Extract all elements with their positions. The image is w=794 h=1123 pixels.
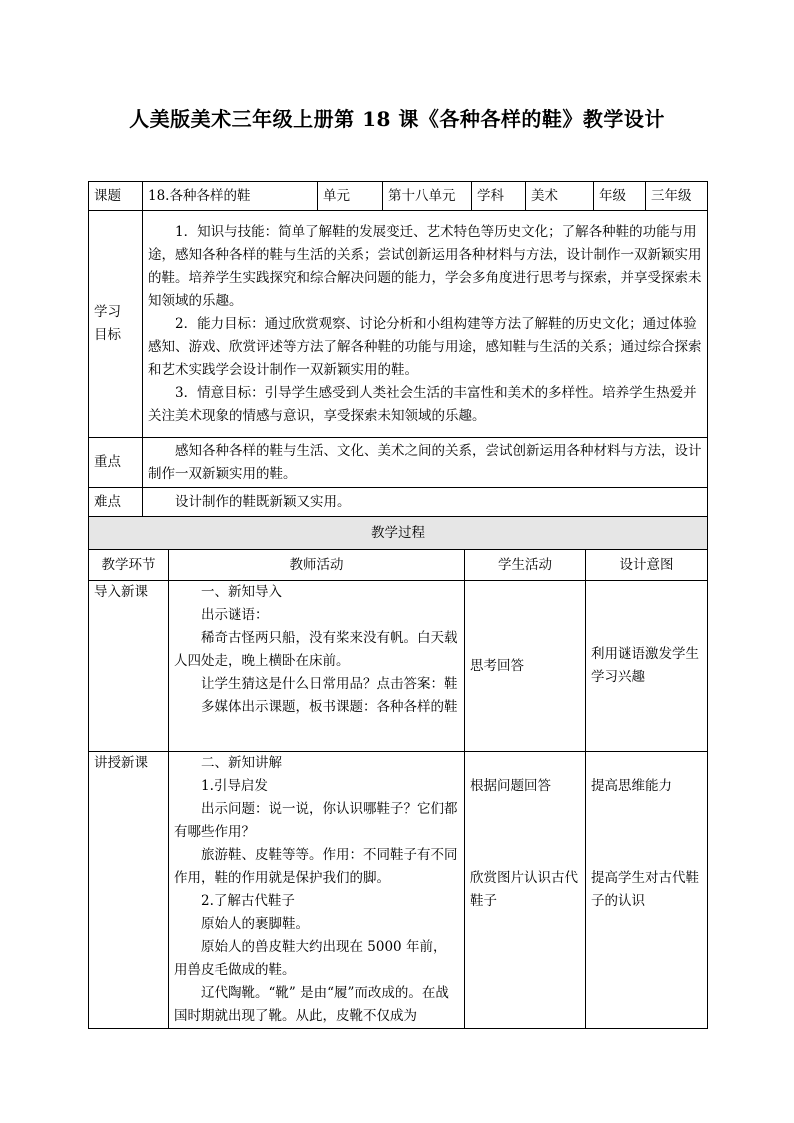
col-teacher: 教师活动 (169, 550, 465, 581)
text-line: 旅游鞋、皮鞋等等。作用：不同鞋子有不同作用，鞋的作用就是保护我们的脚。 (174, 847, 458, 886)
design-intent-2: 提高学生对古代鞋子的认识 (591, 870, 699, 909)
goals-label-line-2: 目标 (94, 327, 121, 343)
text-line: 一、新知导入 (201, 584, 282, 600)
design-intent-intro: 利用谜语激发学生学习兴趣 (586, 581, 708, 752)
key-label: 重点 (89, 438, 143, 488)
teacher-activity-intro (169, 581, 465, 752)
text-line: 二、新知讲解 (201, 755, 282, 771)
grade-label: 年级 (594, 182, 646, 211)
unit-label: 单元 (318, 182, 383, 211)
page-title: 人美版美术三年级上册第 18 课《各种各样的鞋》教学设计 (129, 107, 665, 131)
subject-value: 美术 (526, 182, 594, 211)
text-line: 出示谜语： (201, 607, 269, 623)
teaching-process-table (88, 516, 708, 1029)
design-intent-lecture (586, 752, 708, 1029)
difficult-text: 设计制作的鞋既新颖又实用。 (175, 493, 351, 510)
text-line: 让学生猜这是什么日常用品？点击答案：鞋 (201, 676, 458, 692)
text-line: 2.了解古代鞋子 (201, 893, 295, 909)
column-header-row (89, 550, 708, 581)
goals-row (89, 211, 708, 438)
goals-label (89, 211, 143, 438)
lesson-info-table (88, 181, 708, 517)
lecture-row (89, 752, 708, 1029)
process-header-row (89, 517, 708, 550)
student-activity-lecture (465, 752, 586, 1029)
text-line: 辽代陶靴。“靴” 是由“履”而改成的。在战国时期就出现了靴。从此，皮靴不仅成为 (174, 985, 449, 1024)
text-line: 出示问题：说一说，你认识哪鞋子？它们都有哪些作用？ (174, 801, 458, 840)
stage-intro: 导入新课 (89, 581, 169, 752)
goals-label-line-1: 学习 (94, 304, 121, 320)
student-activity-1: 根据问题回答 (470, 778, 551, 794)
difficult-label: 难点 (89, 488, 143, 517)
key-row (89, 438, 708, 488)
col-student: 学生活动 (465, 550, 586, 581)
goal-emotion: 3．情意目标：引导学生感受到人类社会生活的丰富性和美术的多样性。培养学生热爱并关注美术现象的情感与意识，享受探索未知领域的乐趣。 (148, 384, 697, 424)
design-intent-1: 提高思维能力 (591, 778, 672, 794)
grade-value: 三年级 (646, 182, 708, 211)
text-line: 多媒体出示课题，板书课题：各种各样的鞋 (201, 699, 458, 715)
teacher-activity-lecture (169, 752, 465, 1029)
text-line: 1.引导启发 (201, 778, 268, 794)
text-line: 原始人的裹脚鞋。 (201, 916, 309, 932)
text-line: 稀奇古怪两只船，没有桨来没有帆。白天载人四处走，晚上横卧在床前。 (174, 630, 458, 669)
col-stage: 教学环节 (89, 550, 169, 581)
student-activity-intro: 思考回答 (465, 581, 586, 752)
goal-knowledge: 1．知识与技能：简单了解鞋的发展变迁、艺术特色等历史文化；了解各种鞋的功能与用途，感知各种各样的鞋与生活的关系；尝试创新运用各种材料与方法，设计制作一双新颖实用的鞋。培养学生实践探究和综合解决问题的能力，学会多角度进行思考与探索，并享受探索未知领域的乐趣。 (148, 223, 702, 309)
col-intent: 设计意图 (586, 550, 708, 581)
intro-row (89, 581, 708, 752)
course-row (89, 182, 708, 211)
stage-lecture: 讲授新课 (89, 752, 169, 1029)
course-label: 课题 (89, 182, 143, 211)
unit-value: 第十八单元 (383, 182, 472, 211)
process-header: 教学过程 (89, 517, 708, 550)
goal-ability: 2．能力目标：通过欣赏观察、讨论分析和小组构建等方法了解鞋的历史文化；通过体验感知、游戏、欣赏评述等方法了解各种鞋的功能与用途，感知鞋与生活的关系；通过综合探索和艺术实践学会设计制作一双新颖实用的鞋。 (148, 315, 702, 378)
difficult-row (89, 488, 708, 517)
goals-text (143, 211, 708, 438)
key-text: 感知各种各样的鞋与生活、文化、美术之间的关系，尝试创新运用各种材料与方法，设计制作一双新颖实用的鞋。 (148, 442, 702, 482)
student-activity-2: 欣赏图片认识古代鞋子 (470, 870, 578, 909)
subject-label: 学科 (472, 182, 526, 211)
course-value: 18.各种各样的鞋 (143, 182, 318, 211)
text-line: 原始人的兽皮鞋大约出现在 5000 年前，用兽皮毛做成的鞋。 (174, 939, 447, 978)
